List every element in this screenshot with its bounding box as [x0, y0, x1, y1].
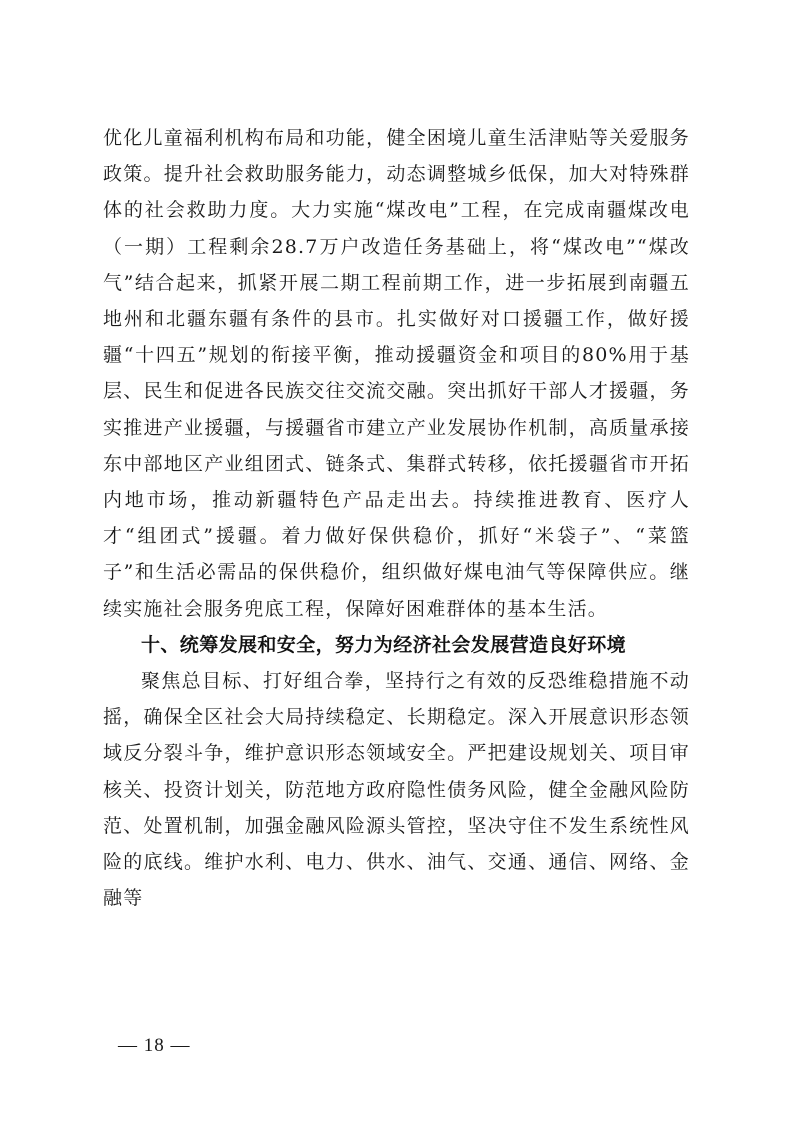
body-paragraph-continued: 优化儿童福利机构布局和功能，健全困境儿童生活津贴等关爱服务政策。提升社会救助服务能力，动态调整城乡低保，加大对特殊群体的社会救助力度。大力实施“煤改电”工程，在完成南疆煤改电（一期）工程剩余28.7万户改造任务基础上，将“煤改电”“煤改气”结合起来，抓紧开展二期工程前期工作，进一步拓展到南疆五地州和北疆东疆有条件的县市。扎实做好对口援疆工作，做好援疆“十四五”规划的衔接平衡，推动援疆资金和项目的80%用于基层、民生和促进各民族交往交流交融。突出抓好干部人才援疆，务实推进产业援疆，与援疆省市建立产业发展协作机制，高质量承接东中部地区产业组团式、链条式、集群式转移，依托援疆省市开拓内地市场，推动新疆特色产品走出去。持续推进教育、医疗人才“组团式”援疆。着力做好保供稳价，抓好“米袋子”、“菜篮子”和生活必需品的保供稳价，组织做好煤电油气等保障供应。继续实施社会服务兜底工程，保障好困难群体的基本生活。: [103, 127, 690, 620]
body-paragraph: 聚焦总目标、打好组合拳，坚持行之有效的反恐维稳措施不动摇，确保全区社会大局持续稳定、长期稳定。深入开展意识形态领域反分裂斗争，维护意识形态领域安全。严把建设规划关、项目审核关、投资计划关，防范地方政府隐性债务风险，健全金融风险防范、处置机制，加强金融风险源头管控，坚决守住不发生系统性风险的底线。维护水利、电力、供水、油气、交通、通信、网络、金融等: [103, 670, 690, 910]
document-body: [103, 120, 690, 916]
section-heading: 十、统筹发展和安全，努力为经济社会发展营造良好环境: [141, 633, 627, 656]
page-number: — 18 —: [118, 1035, 191, 1056]
